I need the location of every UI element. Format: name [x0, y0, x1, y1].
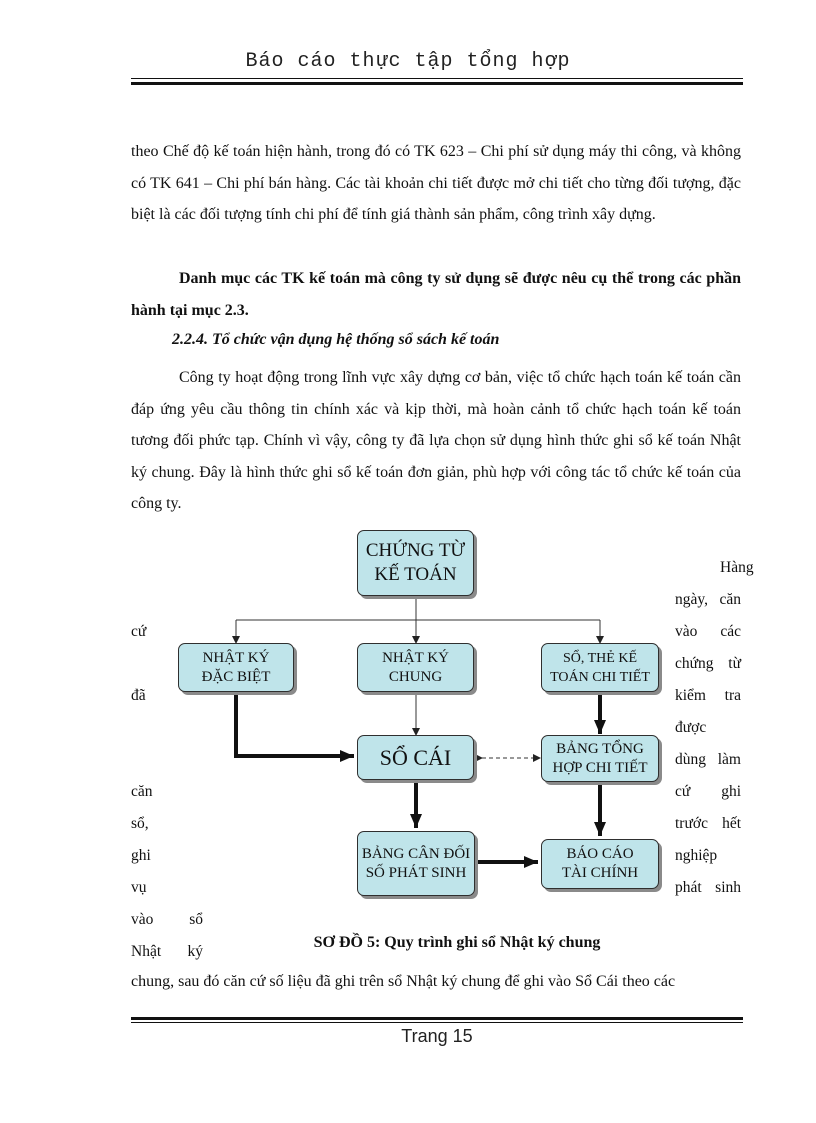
box-so-the-ke-toan-chi-tiet: SỔ, THẺ KẾ TOÁN CHI TIẾT [541, 643, 659, 692]
wrap-right-line: ngày, căn [675, 591, 741, 608]
box-bang-can-doi-so-phat-sinh: BẢNG CÂN ĐỐI SỐ PHÁT SINH [357, 831, 475, 896]
paragraph-account-list: Danh mục các TK kế toán mà công ty sử dụng sẽ được nêu cụ thể trong các phần hành tại mục 2.3. [131, 270, 741, 319]
wrap-right-line: dùng làm [675, 751, 741, 768]
box-bang-tong-hop-chi-tiet: BẢNG TỔNG HỢP CHI TIẾT [541, 735, 659, 782]
wrap-left-line: vào sổ [131, 911, 203, 928]
box-chung-tu-ke-toan: CHỨNG TỪ KẾ TOÁN [357, 530, 474, 596]
footer-rule-thick [131, 1017, 743, 1020]
wrap-right-line: kiểm tra [675, 687, 741, 704]
wrap-right-line: chứng từ [675, 655, 741, 672]
wrap-left-line: cứ [131, 623, 147, 640]
section-heading: 2.2.4. Tổ chức vận dụng hệ thống sổ sách kế toán [172, 331, 500, 348]
wrap-right-line: được [675, 719, 707, 736]
header-title: Báo cáo thực tập tổng hợp [245, 50, 571, 73]
wrap-left-line: Nhật ký [131, 943, 203, 960]
wrap-left-line: sổ, [131, 815, 149, 832]
box-bao-cao-tai-chinh: BÁO CÁO TÀI CHÍNH [541, 839, 659, 889]
diagram-caption: SƠ ĐỒ 5: Quy trình ghi sổ Nhật ký chung [313, 934, 601, 951]
wrap-left-line: vụ [131, 879, 147, 896]
box-nhat-ky-dac-biet: NHẬT KÝ ĐẶC BIỆT [178, 643, 294, 692]
wrap-right-line: Hàng [720, 559, 754, 576]
page-number: Trang 15 [401, 1026, 473, 1046]
paragraph-bookkeeping: Công ty hoạt động trong lĩnh vực xây dựng cơ bản, việc tổ chức hạch toán kế toán cần đáp ứng yêu cầu thông tin chính xác và kịp thời, mà hoàn cảnh tổ chức hạch toán kế toán tương đối phức tạp. Chính vì vậy, công ty đã lựa chọn sử dụng hình thức ghi sổ kế toán Nhật ký chung. Đây là hình thức ghi sổ kế toán đơn giản, phù hợp với công tác tổ chức kế toán của công ty. [131, 369, 741, 512]
wrap-right-line: nghiệp [675, 847, 718, 864]
box-nhat-ky-chung: NHẬT KÝ CHUNG [357, 643, 474, 692]
arrow-nkdb-to-so-cai [236, 692, 354, 756]
wrap-right-line: phát sinh [675, 879, 741, 896]
wrap-right-line: vào các [675, 623, 741, 640]
wrap-right-line: trước hết [675, 815, 741, 832]
wrap-left-line: ghi [131, 847, 151, 864]
paragraph-accounts: theo Chế độ kế toán hiện hành, trong đó có TK 623 – Chi phí sử dụng máy thi công, và không có TK 641 – Chi phí bán hàng. Các tài khoản chi tiết được mở chi tiết cho từng đối tượng, đặc biệt là các đối tượng tính chi phí để tính giá thành sản phẩm, công trình xây dựng. [131, 143, 741, 223]
wrap-left-line: đã [131, 687, 146, 704]
box-so-cai: SỔ CÁI [357, 735, 474, 780]
wrap-left-line: căn [131, 783, 153, 800]
wrap-right-line: cứ ghi [675, 783, 741, 800]
footer-rule-thin [131, 1022, 743, 1023]
paragraph-continuation: chung, sau đó căn cứ số liệu đã ghi trên sổ Nhật ký chung để ghi vào Sổ Cái theo các [131, 973, 676, 990]
